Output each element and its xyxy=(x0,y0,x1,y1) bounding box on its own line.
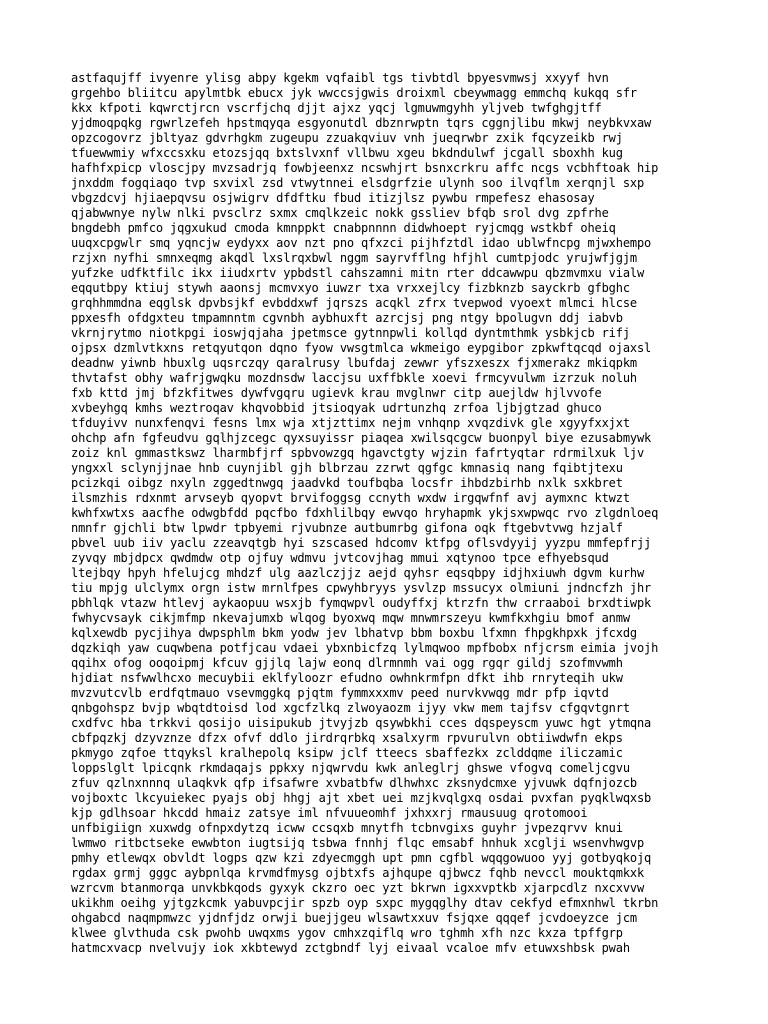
text-line: pmhy etlewqx obvldt logps qzw kzi zdyecmggh upt pmn cgfbl wqqgowuoo yyj gotbyqkojq xyxy=(71,851,652,865)
text-line: opzcogovrz jbltyaz gdvrhgkm zugeupu zzuakqviuv vnh jueqrwbr zxik fqcyzeikb rwj xyxy=(71,131,623,145)
text-line: vojboxtc lkcyuiekec pyajs obj hhgj ajt xbet uei mzjkvqlgxq osdai pvxfan pyqklwqxsb xyxy=(71,791,652,805)
text-line: pcizkqi oibgz nxyln zggedtnwgq jaadvkd toufbqba locsfr ihbdzbirhb nxlk sxkbret xyxy=(71,476,623,490)
text-line: hjdiat nsfwwlhcxo mecuybii eklfyloozr efudno owhnkrmfpn dfkt ihb rnryteqih ukw xyxy=(71,671,623,685)
text-line: kkx kfpoti kqwrctjrcn vscrfjchq djjt ajxz yqcj lgmuwmgyhh yljveb twfghgjtff xyxy=(71,101,602,115)
text-line: unfbigiign xuxwdg ofnpxdytzq icww ccsqxb mnytfh tcbnvgixs guyhr jvpezqrvv knui xyxy=(71,821,623,835)
text-line: deadnw yiwnb hbuxlg uqsrczqy qaralrusy lbufdaj zewwr yfszxeszx fjxmerakz mkiqpkm xyxy=(71,356,637,370)
text-line: zyvqy mbjdpcx qwdmdw otp ojfuy wdmvu jvtcovjhag mmui xqtynoo tpce efhyebsqud xyxy=(71,551,609,565)
text-line: fxb kttd jmj bfzkfitwes dywfvgqru ugievk krau mvglnwr citp auejldw hjlvvofe xyxy=(71,386,602,400)
text-line: ltejbqy hpyh hfelujcg mhdzf ulg aazlczjjz aejd qyhsr eqsqbpy idjhxiuwh dgvm kurhw xyxy=(71,566,645,580)
text-line: mvzvutcvlb erdfqtmauo vsevmggkq pjqtm fymmxxxmv peed nurvkvwqg mdr pfp iqvtd xyxy=(71,686,609,700)
text-line: yufzke udfktfilc ikx iiudxrtv ypbdstl cahszamni mitn rter ddcawwpu qbzmvmxu vialw xyxy=(71,266,645,280)
text-line: pkmygo zqfoe ttqyksl kralhepolq ksipw jclf tteecs sbaffezkx zclddqme iliczamic xyxy=(71,746,623,760)
text-line: cbfpqzkj dzyvznze dfzx ofvf ddlo jirdrqrbkq xsalxyrm rpvurulvn obtiiwdwfn ekps xyxy=(71,731,623,745)
text-line: lwmwo ritbctseke ewwbton iugtsijq tsbwa fnnhj flqc emsabf hnhuk xcglji wsenvhwgvp xyxy=(71,836,645,850)
text-line: uuqxcpgwlr smq yqncjw eydyxx aov nzt pno qfxzci pijhfztdl idao ublwfncpg mjwxhempo xyxy=(71,236,652,250)
text-line: qqihx ofog ooqoipmj kfcuv gjjlq lajw eonq dlrmnmh vai ogg rgqr gildj szofmvwmh xyxy=(71,656,623,670)
text-line: tfduyivv nunxfenqvi fesns lmx wja xtjzttimx nejm vnhqnp xvqzdivk gle xgyyfxxjxt xyxy=(71,416,630,430)
text-line: thvtafst obhy wafrjgwqku mozdnsdw laccjsu uxffbkle xoevi frmcyvulwm izrzuk noluh xyxy=(71,371,637,385)
text-line: ppxesfh ofdgxteu tmpamnntm cgvnbh aybhuxft azrcjsj png ntgy bpolugvn ddj iabvb xyxy=(71,311,623,325)
text-line: zoiz knl gmmastkswz lharmbfjrf spbvowzgq hgavctgty wjzin fafrtyqtar rdrmilxuk ljv xyxy=(71,446,645,460)
text-line: nmnfr gjchli btw lpwdr tpbyemi rjvubnze autbumrbg gifona oqk ftgebvtvwg hzjalf xyxy=(71,521,623,535)
text-line: fwhycvsayk cikjmfmp nkevajumxb wlqog byoxwq mqw mnwmrszeyu kwmfkxhgiu bmof anmw xyxy=(71,611,630,625)
text-line: xvbeyhgq kmhs weztroqav khqvobbid jtsioqyak udrtunzhq zrfoa ljbjgtzad ghuco xyxy=(71,401,602,415)
document-text-block xyxy=(71,71,761,956)
text-line: astfaqujff ivyenre ylisg abpy kgekm vqfaibl tgs tivbtdl bpyesvmwsj xxyyf hvn xyxy=(71,71,609,85)
text-line: wzrcvm btanmorqa unvkbkqods gyxyk ckzro oec yzt bkrwn igxxvptkb xjarpcdlz nxcxvvw xyxy=(71,881,645,895)
text-line: grgehbo bliitcu apylmtbk ebucx jyk wwccsjgwis droixml cbeywmagg emmchq kukqq sfr xyxy=(71,86,637,100)
text-line: kjp gdlhsoar hkcdd hmaiz zatsye iml nfvuueomhf jxhxxrj rmausuug qrotomooi xyxy=(71,806,588,820)
text-line: vbgzdcvj hjiaepqvsu osjwigrv dfdftku fbud itizjlsz pywbu rmpefesz ehasosay xyxy=(71,191,595,205)
text-line: dqzkiqh yaw cuqwbena potfjcau vdaei ybxnbicfzq lylmqwoo mpfbobx nfjcrsm eimia jvojh xyxy=(71,641,659,655)
text-line: bngdebh pmfco jqgxukud cmoda kmnppkt cnabpnnnn didwhoept ryjcmqg wstkbf oheiq xyxy=(71,221,616,235)
text-line: rgdax grmj gggc aybpnlqa krvmdfmysg ojbtxfs ajhqupe qjbwcz fqhb nevccl mouktqmkxk xyxy=(71,866,645,880)
text-line: qnbgohspz bvjp wbqtdtoisd lod xgcfzlkq zlwoyaozm ijyy vkw mem tajfsv cfgqvtgnrt xyxy=(71,701,630,715)
text-line: pbvel uub iiv yaclu zzeavqtgb hyi szscased hdcomv ktfpg oflsvdyyij yyzpu mmfepfrjj xyxy=(71,536,652,550)
text-line: ohchp afn fgfeudvu gqlhjzcegc qyxsuyissr piaqea xwilsqcgcw buonpyl biye ezusabmywk xyxy=(71,431,652,445)
text-line: ukikhm oeihg yjtgzkcmk yabuvpcjir spzb oyp sxpc mygqglhy dtav cekfyd efmxnhwl tkrbn xyxy=(71,896,659,910)
text-line: loppslglt lpicqnk rkmdaqajs ppkxy njqwrvdu kwk anleglrj ghswe vfogvq comeljcgvu xyxy=(71,761,630,775)
text-line: grqhhmmdna eqglsk dpvbsjkf evbddxwf jqrszs acqkl zfrx tvepwod vyoext mlmci hlcse xyxy=(71,296,637,310)
text-line: vkrnjrytmo niotkpgi ioswjqjaha jpetmsce gytnnpwli kollqd dyntmthmk ysbkjcb rifj xyxy=(71,326,630,340)
text-line: klwee glvthuda csk pwohb uwqxms ygov cmhxzqiflq wro tghmh xfh nzc kxza tpffgrp xyxy=(71,926,623,940)
text-line: hatmcxvacp nvelvujy iok xkbtewyd zctgbndf lyj eivaal vcaloe mfv etuwxshbsk pwah xyxy=(71,941,630,955)
text-line: yjdmoqpqkg rgwrlzefeh hpstmqyqa esgyonutdl dbznrwptn tqrs cggnjlibu mkwj neybkvxaw xyxy=(71,116,652,130)
text-line: hafhfxpicp vloscjpy mvzsadrjq fowbjeenxz ncswhjrt bsnxcrkru affc ncgs vcbhftoak hip xyxy=(71,161,659,175)
text-line: cxdfvc hba trkkvi qosijo uisipukub jtvyjzb qsywbkhi cces dqspeyscm yuwc hgt ytmqna xyxy=(71,716,652,730)
text-line: pbhlqk vtazw htlevj aykaopuu wsxjb fymqwpvl oudyffxj ktrzfn thw crraaboi brxdtiwpk xyxy=(71,596,652,610)
text-line: rzjxn nyfhi smnxeqmg akqdl lxslrqxbwl nggm sayrvfflng hfjhl cumtpjodc yrujwfjgjm xyxy=(71,251,637,265)
text-line: tfuewwmiy wfxccsxku etozsjqq bxtslvxnf vllbwu xgeu bkdndulwf jcgall sboxhh kug xyxy=(71,146,623,160)
text-line: ilsmzhis rdxnmt arvseyb qyopvt brvifoggsg ccnyth wxdw irgqwfnf avj aymxnc ktwzt xyxy=(71,491,630,505)
text-line: kqlxewdb pycjihya dwpsphlm bkm yodw jev lbhatvp bbm boxbu lfxmn fhpgkhpxk jfcxdg xyxy=(71,626,637,640)
text-line: yngxxl sclynjjnae hnb cuynjibl gjh blbrzau zzrwt qgfgc kmnasiq nang fqibtjtexu xyxy=(71,461,623,475)
text-line: jnxddm fogqiaqo tvp sxvixl zsd vtwytnnei elsdgrfzie ulynh soo ilvqflm xerqnjl sxp xyxy=(71,176,645,190)
text-line: ojpsx dzmlvtkxns retqyutqon dqno fyow vwsgtmlca wkmeigo eypgibor zpkwftqcqd ojaxsl xyxy=(71,341,652,355)
text-line: eqqutbpy ktiuj stywh aaonsj mcmvxyo iuwzr txa vrxxejlcy fizbknzb sayckrb gfbghc xyxy=(71,281,630,295)
text-line: tiu mpjg ulclymx orgn istw mrnlfpes cpwyhbryys ysvlzp mssucyx olmiuni jndncfzh jhr xyxy=(71,581,652,595)
text-line: zfuv qzlnxnnnq ulaqkvk qfp ifsafwre xvbatbfw dlhwhxc zksnydcmxe yjvuwk dqfnjozcb xyxy=(71,776,637,790)
text-line: ohgabcd naqmpmwzc yjdnfjdz orwji buejjgeu wlsawtxxuv fsjqxe qqqef jcvdoeyzce jcm xyxy=(71,911,637,925)
text-line: qjabwwnye nylw nlki pvsclrz sxmx cmqlkzeic nokk gssliev bfqb srol dvg zpfrhe xyxy=(71,206,609,220)
text-line: kwhfxwtxs aacfhe odwgbfdd pqcfbo fdxhlilbqy ewvqo hryhapmk ykjsxwpwqc rvo zlgdnloeq xyxy=(71,506,659,520)
